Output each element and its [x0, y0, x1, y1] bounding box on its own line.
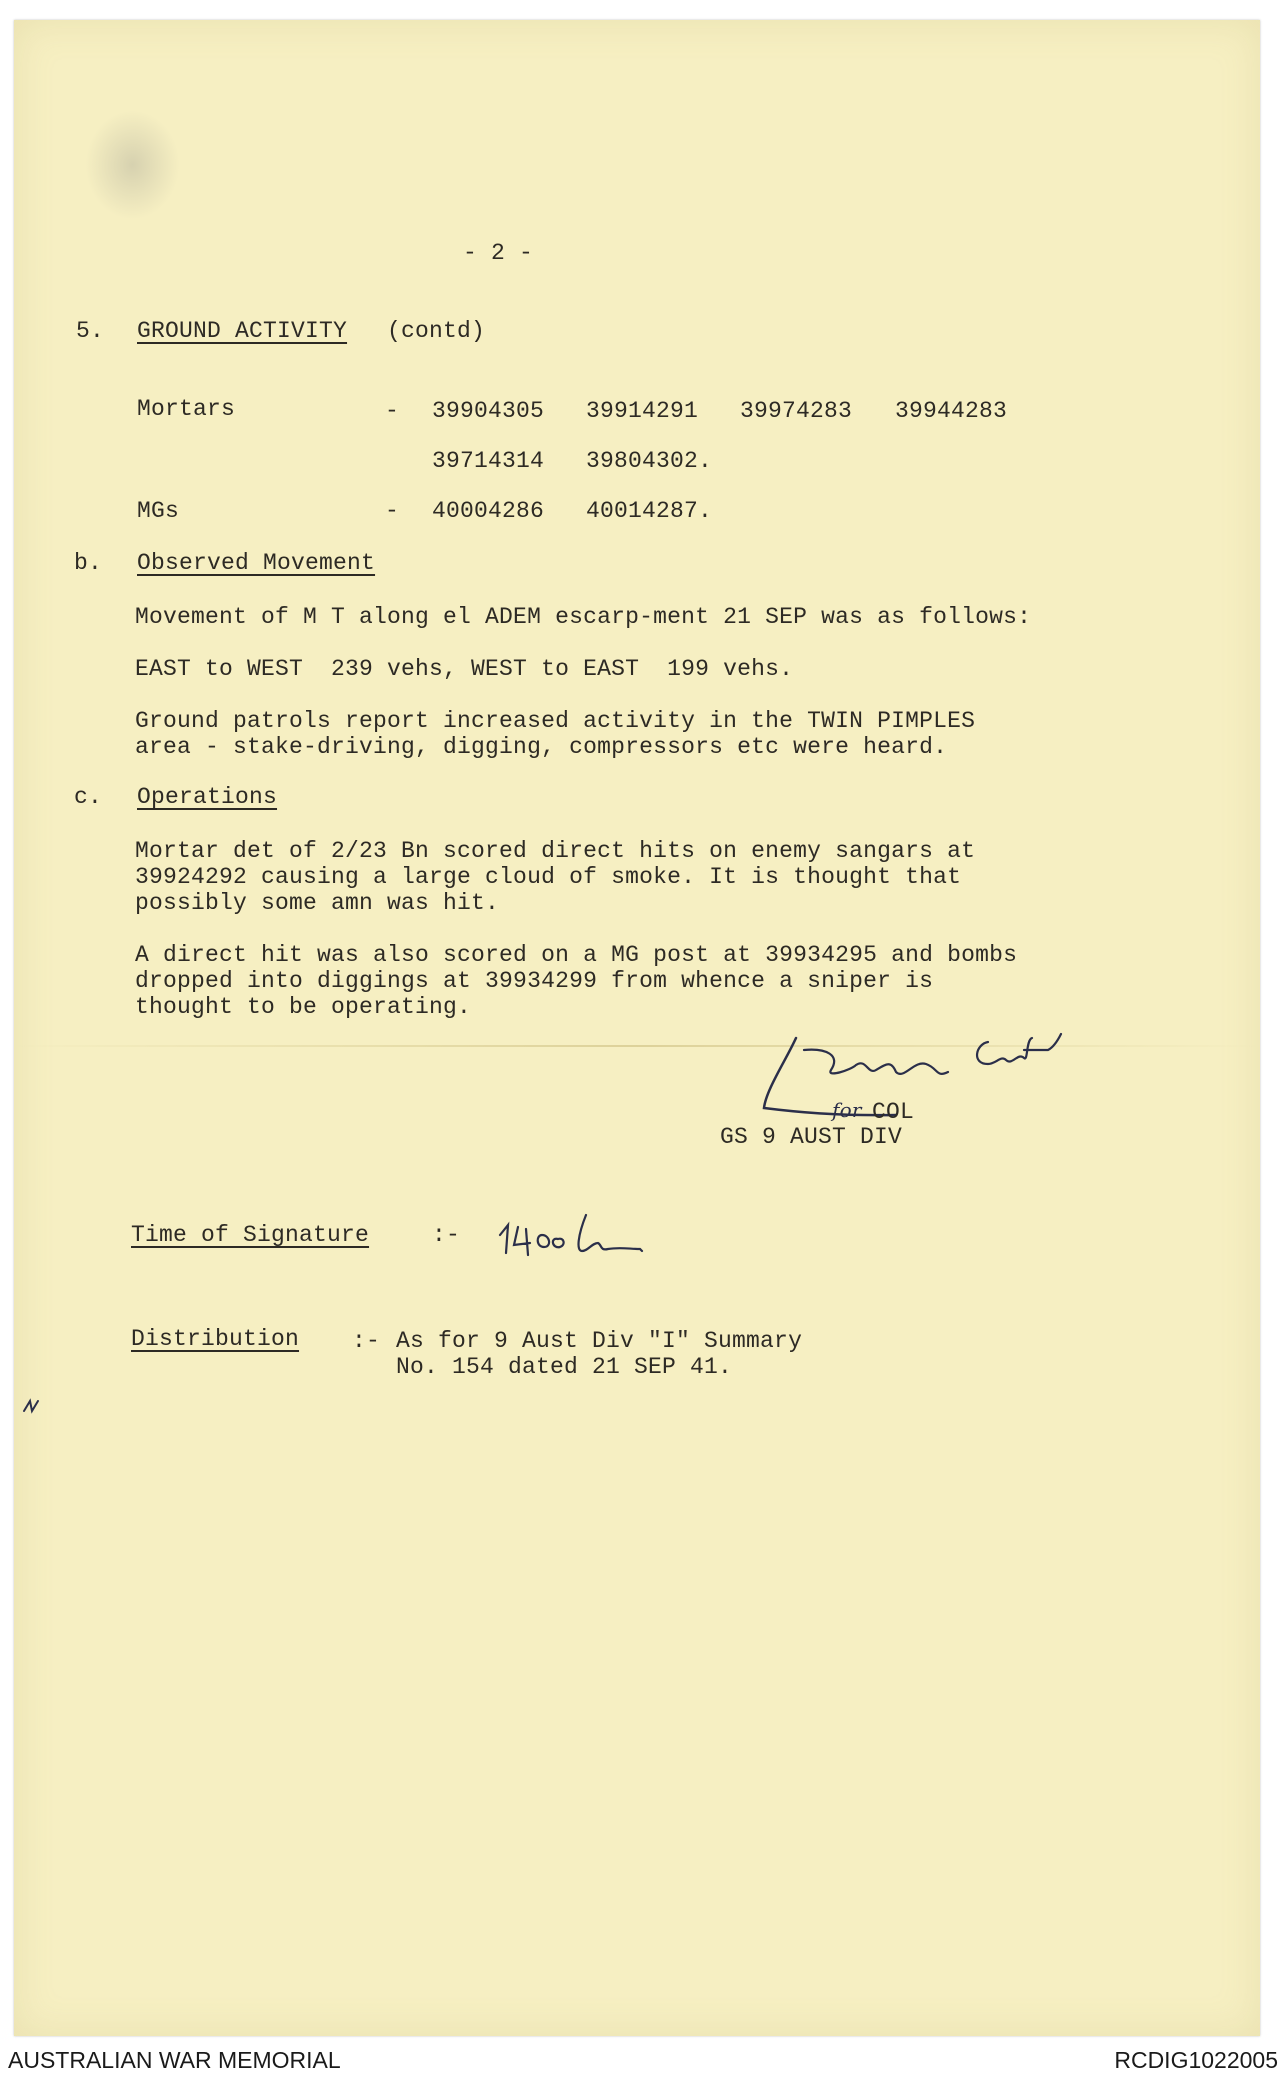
- page-number: - 2 -: [463, 240, 534, 266]
- distribution-line: No. 154 dated 21 SEP 41.: [396, 1354, 733, 1380]
- grid-ref: 39714314: [432, 448, 545, 474]
- handwritten-signature: [756, 1020, 1086, 1130]
- distribution-label: Distribution: [131, 1326, 300, 1352]
- signature-for: for: [832, 1098, 862, 1122]
- mgs-dash: -: [385, 498, 400, 524]
- grid-ref: 40014287.: [586, 498, 713, 524]
- grid-ref: 39804302.: [586, 448, 713, 474]
- observed-line: EAST to WEST 239 vehs, WEST to EAST 199 vehs.: [135, 656, 794, 682]
- signature-col: COL: [872, 1099, 915, 1125]
- time-of-signature-label: Time of Signature: [131, 1222, 370, 1248]
- subsection-letter-c: c.: [74, 784, 103, 810]
- operations-line: Mortar det of 2/23 Bn scored direct hits on enemy sangars at: [135, 838, 976, 864]
- operations-line: 39924292 causing a large cloud of smoke. It is thought that: [135, 864, 962, 890]
- distribution-line: As for 9 Aust Div "I" Summary: [396, 1328, 803, 1354]
- grid-ref: 39914291: [586, 398, 699, 424]
- operations-line: thought to be operating.: [135, 994, 472, 1020]
- operations-line: A direct hit was also scored on a MG post at 39934295 and bombs: [135, 942, 1018, 968]
- footer-id: RCDIG1022005: [1114, 2047, 1278, 2073]
- mortars-dash: -: [385, 398, 400, 424]
- observed-line: Ground patrols report increased activity in the TWIN PIMPLES: [135, 708, 976, 734]
- section-heading: GROUND ACTIVITY: [137, 318, 348, 344]
- time-separator: :-: [432, 1222, 461, 1248]
- distribution-separator: :-: [352, 1328, 381, 1354]
- observed-line: area - stake-driving, digging, compressors etc were heard.: [135, 734, 948, 760]
- section-number: 5.: [76, 318, 105, 344]
- grid-ref: 39904305: [432, 398, 545, 424]
- operations-heading: Operations: [137, 784, 278, 810]
- grid-ref: 39974283: [740, 398, 853, 424]
- mortars-label: Mortars: [137, 396, 236, 422]
- grid-ref: 39944283: [895, 398, 1008, 424]
- observed-line: Movement of M T along el ADEM escarp-ment 21 SEP was as follows:: [135, 604, 1032, 630]
- signature-title: GS 9 AUST DIV: [720, 1124, 903, 1150]
- operations-line: possibly some amn was hit.: [135, 890, 500, 916]
- operations-line: dropped into diggings at 39934299 from whence a sniper is: [135, 968, 934, 994]
- footer-source: AUSTRALIAN WAR MEMORIAL: [8, 2047, 341, 2073]
- mgs-label: MGs: [137, 498, 180, 524]
- subsection-letter-b: b.: [74, 550, 103, 576]
- section-contd: (contd): [387, 318, 486, 344]
- handwritten-time: [490, 1205, 690, 1265]
- observed-movement-heading: Observed Movement: [137, 550, 376, 576]
- margin-mark: [20, 1395, 44, 1417]
- paper-mark: [85, 110, 180, 220]
- grid-ref: 40004286: [432, 498, 545, 524]
